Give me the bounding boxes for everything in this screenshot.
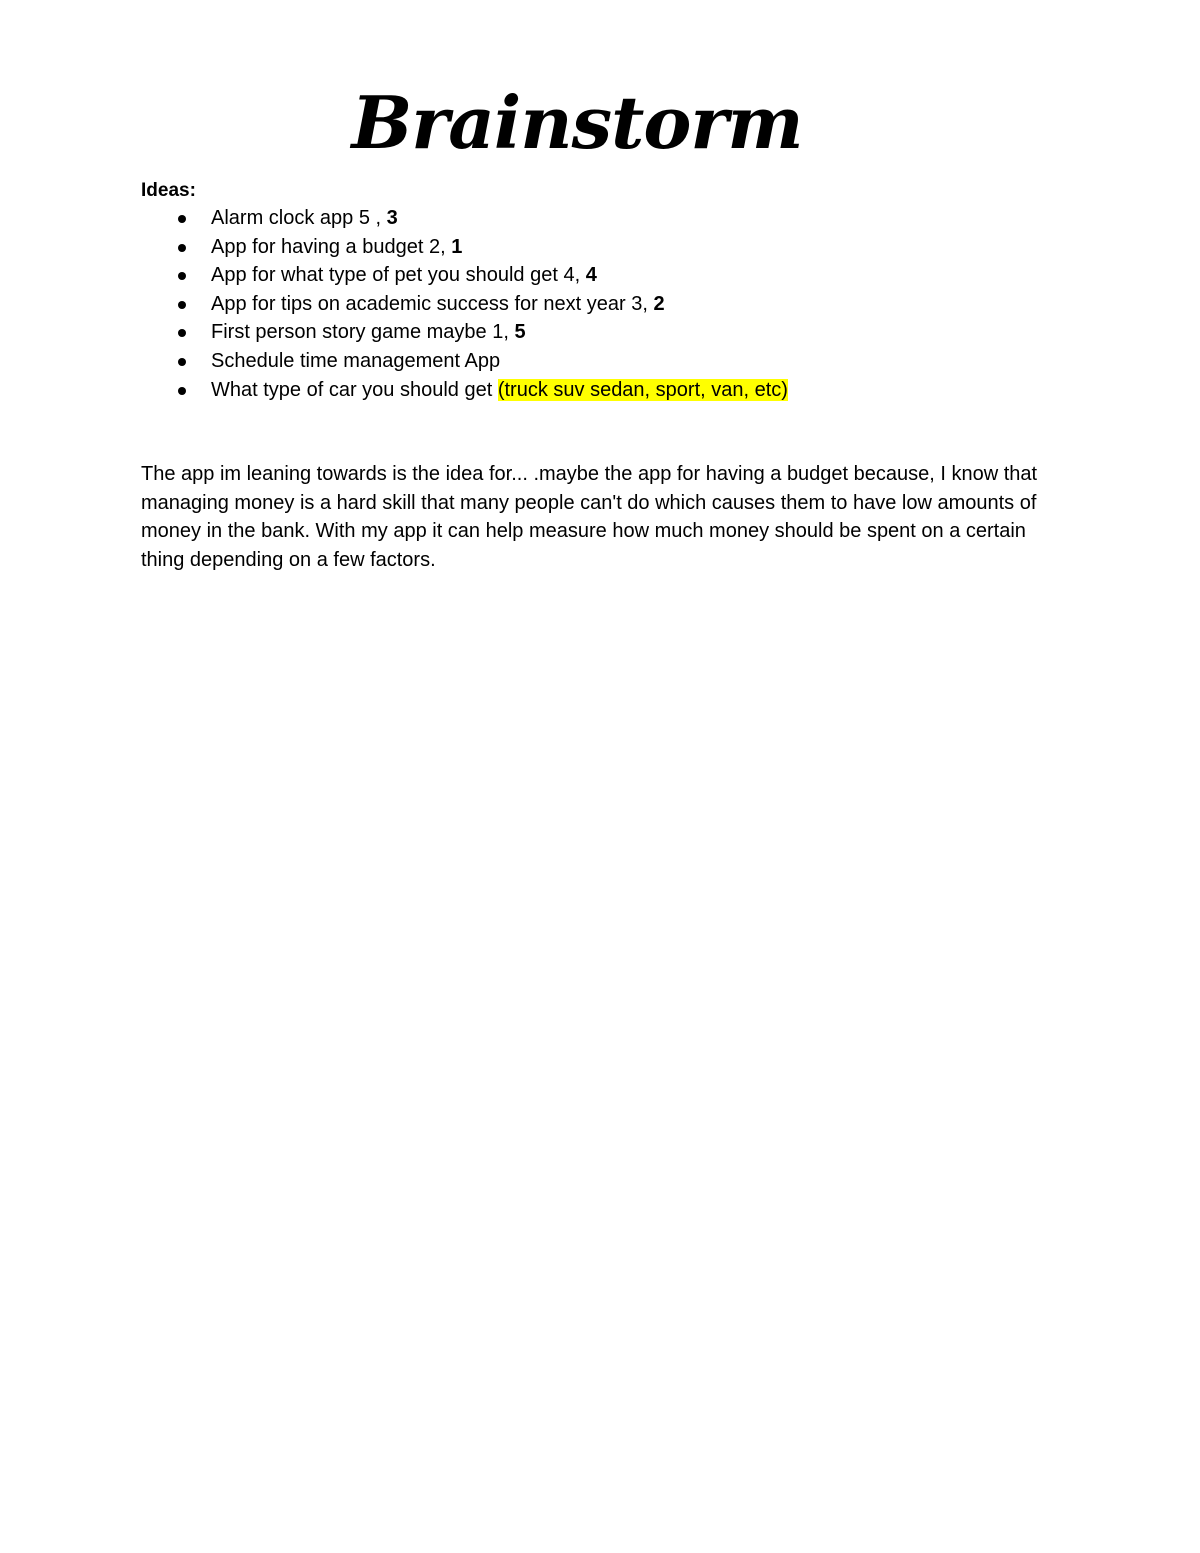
- bullet-icon: [178, 272, 186, 280]
- ideas-label: Ideas:: [141, 180, 196, 201]
- list-item: [141, 204, 788, 233]
- list-item: [141, 233, 788, 262]
- idea-text: App for what type of pet you should get 4,: [211, 264, 586, 287]
- bullet-icon: [178, 329, 186, 337]
- list-item: [141, 261, 788, 290]
- idea-text: First person story game maybe 1,: [211, 321, 515, 344]
- bullet-icon: [178, 244, 186, 252]
- list-item: [141, 347, 788, 376]
- ideas-list: [141, 204, 788, 404]
- idea-rank: 5: [514, 321, 526, 344]
- idea-text: What type of car you should get: [211, 378, 498, 401]
- list-item: [141, 318, 788, 347]
- idea-text: App for tips on academic success for next year 3,: [211, 292, 654, 315]
- bullet-icon: [178, 358, 186, 366]
- idea-rank: 3: [386, 207, 398, 229]
- idea-rank: 2: [653, 292, 665, 315]
- idea-text: App for having a budget 2,: [211, 235, 452, 258]
- list-item: [141, 376, 788, 405]
- list-item: [141, 290, 788, 319]
- bullet-icon: [178, 301, 186, 309]
- idea-text: Alarm clock app 5 ,: [211, 207, 387, 229]
- highlighted-text: (truck suv sedan, sport, van, etc): [497, 378, 788, 401]
- idea-text: Schedule time management App: [211, 349, 501, 372]
- idea-rank: 1: [451, 235, 463, 258]
- bullet-icon: [178, 215, 186, 223]
- idea-rank: 4: [585, 264, 597, 287]
- document-title: Brainstorm: [351, 80, 803, 165]
- body-paragraph: The app im leaning towards is the idea for... .maybe the app for having a budget because, I know that managing money is a hard skill that many people can't do which causes them to have low amounts of money in the bank. With my app it can help measure how much money should be spent on a certain thing depending on a few factors.: [141, 463, 1038, 572]
- bullet-icon: [178, 387, 186, 395]
